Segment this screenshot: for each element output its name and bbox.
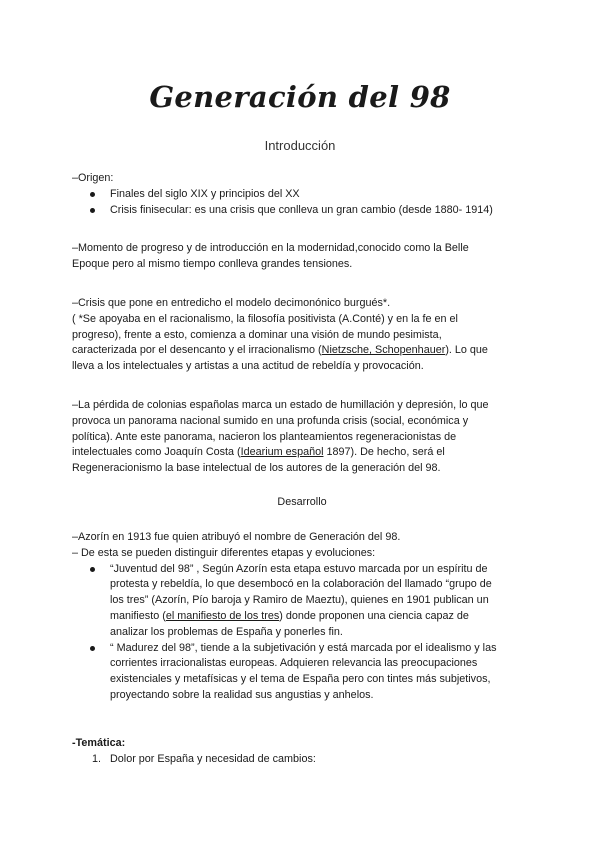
origen-heading: –Origen: [72,172,114,184]
origen-section [72,171,532,218]
paragraph-colonias [72,398,532,477]
list-item-text: Dolor por España y necesidad de cambios: [110,752,316,765]
text-segment: intelectuales como Joaquín Costa ( [72,446,241,459]
idearium-link[interactable]: Idearium español [240,446,324,459]
list-item-text [72,609,532,625]
paragraph-line: – De esta se pueden distinguir diferentes etapas y evoluciones: [72,546,376,559]
paragraph-line [72,445,532,461]
philosophers-link[interactable]: Nietzsche, Schopenhauer [321,344,446,357]
text-segment: caracterizada por el desencanto y el irracionalismo ( [72,344,322,357]
paragraph-line: –Azorín en 1913 fue quien atribuyó el nombre de Generación del 98. [72,531,401,543]
tematica-heading: -Temática: [72,737,126,749]
bullet-icon [90,192,95,197]
paragraph-line: lleva a los intelectuales y artistas a una actitud de rebeldía y provocación. [72,360,424,373]
list-item-text: Crisis finisecular: es una crisis que conlleva un gran cambio (desde 1880- 1914) [110,203,493,216]
text-segment: 1897). De hecho, será el [323,446,445,459]
list-item [72,641,532,657]
paragraph-line: –Momento de progreso y de introducción en la modernidad,conocido como la Belle [72,242,469,254]
list-item [72,203,532,219]
list-item-text: existenciales y metafísicas y el tema de España pero con tintes más subjetivos, [110,673,491,686]
paragraph-crisis [72,296,532,375]
desarrollo-heading-wrap [72,495,532,511]
manifiesto-link[interactable]: el manifiesto de los tres [165,609,280,622]
paragraph-line: progreso), frente a esto, comienza a dominar una visión de mundo pesimista, [72,328,442,341]
paragraph-line: Epoque pero al mismo tiempo conlleva grandes tensiones. [72,257,353,270]
list-item [72,752,532,768]
text-segment: ). Lo que [445,344,488,357]
paragraph-line [72,343,532,359]
text-segment: ) donde proponen una ciencia capaz de [279,609,469,622]
list-item [72,562,532,578]
document-title: Generación del 98 [149,80,451,114]
list-item-text: corrientes irracionalistas europeas. Adquieren relevancia las preocupaciones [110,657,478,670]
desarrollo-section [72,530,532,704]
list-item-text: protesta y rebeldía, lo que desembocó en la colaboración del llamado “grupo de [110,578,492,591]
bullet-icon [90,646,95,651]
text-segment: manifiesto ( [110,609,166,622]
tematica-section [72,736,532,768]
paragraph-line: ( *Se apoyaba en el racionalismo, la filosofía positivista (A.Conté) y en la fe en el [72,312,458,325]
bullet-icon [90,208,95,213]
list-item [72,187,532,203]
list-item-text: los tres” (Azorín, Pío baroja y Ramiro de Maeztu), quienes en 1901 publican un [110,594,489,607]
list-item-text: analizar los problemas de España y ponerles fin. [110,625,343,638]
list-item-text: “Juventud del 98” , Según Azorín esta etapa estuvo marcada por un espíritu de [110,562,488,575]
list-item-text: Finales del siglo XIX y principios del XX [110,187,300,200]
list-number: 1. [92,752,102,765]
paragraph-line: Regeneracionismo la base intelectual de los autores de la generación del 98. [72,462,441,475]
paragraph-modernidad [72,241,532,273]
paragraph-line: provoca un panorama nacional sumido en una profunda crisis (social, económica y [72,414,469,427]
desarrollo-heading: Desarrollo [277,496,327,508]
paragraph-line: política). Ante este panorama, nacieron los planteamientos regeneracionistas de [72,430,457,443]
section-subtitle-introduccion: Introducción [264,138,336,153]
list-item-text: “ Madurez del 98”, tiende a la subjetivación y está marcada por el idealismo y las [110,641,497,654]
list-item-text: proyectando sobre la realidad sus angustias y anhelos. [110,688,374,701]
paragraph-line: –La pérdida de colonias españolas marca un estado de humillación y depresión, lo que [72,399,489,411]
paragraph-line: –Crisis que pone en entredicho el modelo decimonónico burgués*. [72,297,391,309]
bullet-icon [90,567,95,572]
